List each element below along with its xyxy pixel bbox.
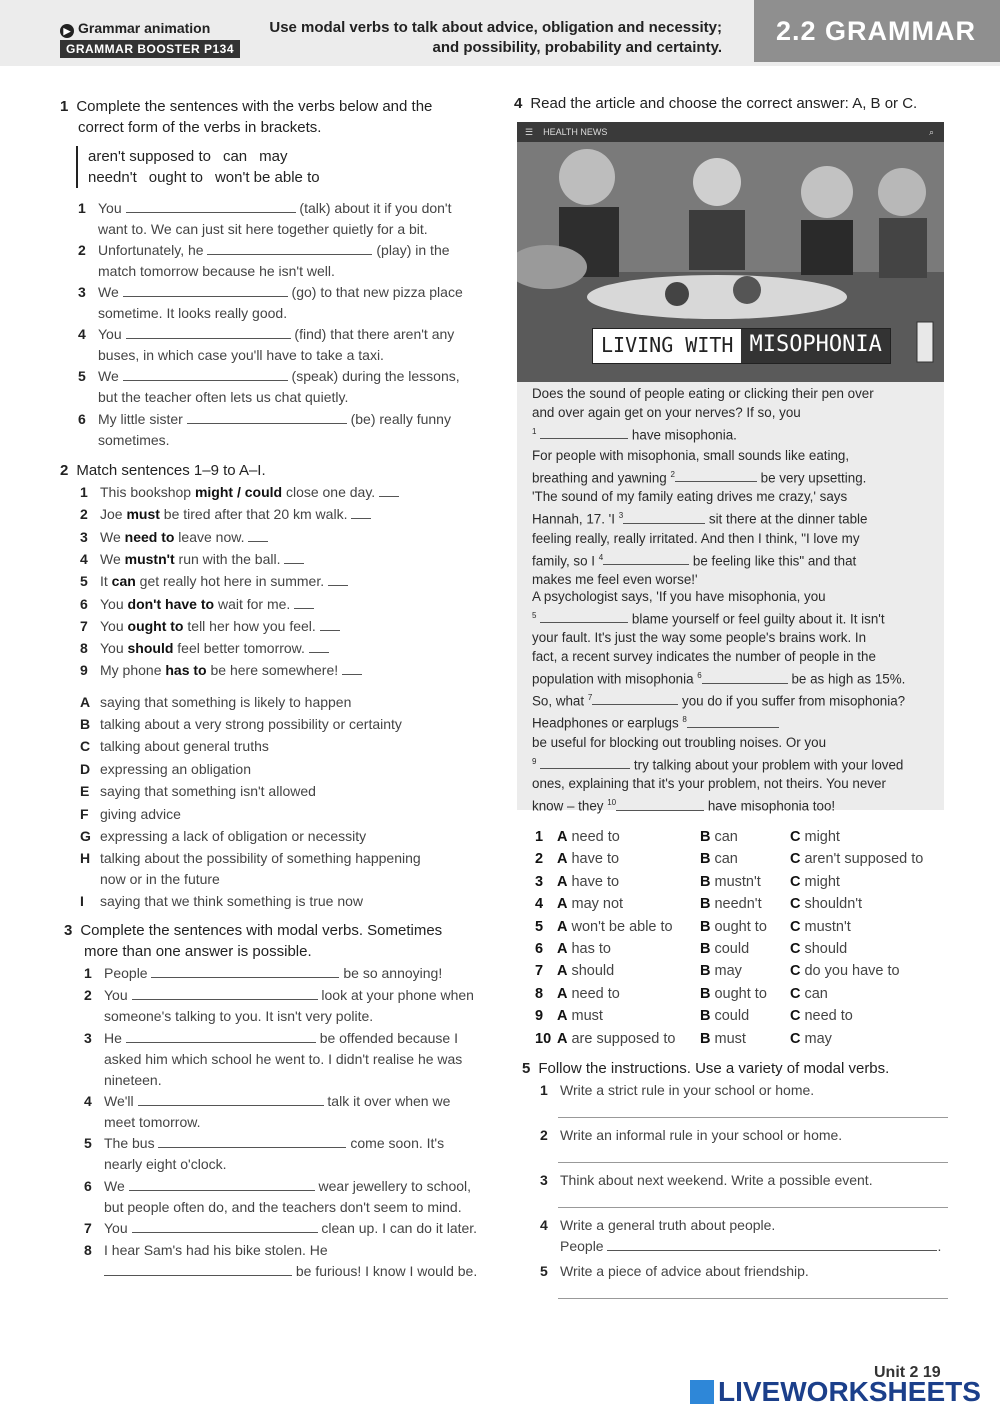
article-headline: LIVING WITH MISOPHONIA bbox=[592, 328, 891, 364]
answer-blank[interactable] bbox=[342, 660, 362, 675]
ex1-item: 5 We (speak) during the lessons, but the teacher often lets us chat quietly. bbox=[78, 368, 460, 405]
ex2-meaning: I saying that we think something is true now bbox=[80, 893, 364, 909]
ex5-item: 4 Write a general truth about people. People . bbox=[540, 1217, 942, 1254]
option-a[interactable]: A have to bbox=[557, 873, 620, 890]
ex1-title: 1 Complete the sentences with the verbs below and the correct form of the verbs in brackets. bbox=[60, 98, 433, 136]
option-c[interactable]: C might bbox=[790, 873, 840, 890]
option-a[interactable]: A should bbox=[557, 963, 615, 980]
option-b[interactable]: B ought to bbox=[700, 918, 767, 935]
option-number[interactable]: 6 bbox=[535, 941, 544, 957]
answer-blank[interactable] bbox=[351, 504, 371, 519]
ex5-item: 3 Think about next weekend. Write a possible event. bbox=[540, 1172, 873, 1188]
ex3-item: 5 The bus come soon. It's nearly eight o'clock. bbox=[84, 1135, 445, 1172]
ex2-sentence: 7 You ought to tell her how you feel. bbox=[80, 616, 340, 637]
gap-3[interactable] bbox=[623, 509, 705, 524]
answer-blank[interactable] bbox=[207, 240, 372, 255]
ex1-item: 2 Unfortunately, he (play) in the match tomorrow because he isn't well. bbox=[78, 242, 450, 279]
option-c[interactable]: C shouldn't bbox=[790, 896, 863, 913]
ex1-item: 3 We (go) to that new pizza place sometime. It looks really good. bbox=[78, 284, 463, 321]
ex2-sentence: 8 You should feel better tomorrow. bbox=[80, 638, 329, 659]
answer-blank[interactable] bbox=[126, 324, 291, 339]
option-number[interactable]: 5 bbox=[535, 918, 544, 935]
ex2-sentence: 3 We need to leave now. bbox=[80, 527, 268, 548]
gap-1[interactable] bbox=[540, 424, 628, 439]
ex5-item: 2 Write an informal rule in your school or home. bbox=[540, 1127, 843, 1143]
gap-8[interactable] bbox=[687, 713, 779, 728]
liveworksheets-logo[interactable]: LIVEWORKSHEETS bbox=[690, 1376, 981, 1408]
answer-blank[interactable] bbox=[132, 985, 318, 1000]
option-c[interactable]: C need to bbox=[790, 1008, 853, 1025]
option-c[interactable]: C should bbox=[790, 941, 848, 957]
ex3-title: 3 Complete the sentences with modal verbs. Sometimes more than one answer is possible. bbox=[64, 922, 443, 960]
option-a[interactable]: A need to bbox=[557, 829, 620, 845]
ex2-meaning: H talking about the possibility of something happening now or in the future bbox=[80, 850, 421, 887]
option-number[interactable]: 9 bbox=[535, 1008, 544, 1025]
ex2-sentence: 4 We mustn't run with the ball. bbox=[80, 549, 304, 570]
option-c[interactable]: C might bbox=[790, 829, 840, 845]
ex2-sentence: 2 Joe must be tired after that 20 km walk. bbox=[80, 504, 371, 525]
gap-5[interactable] bbox=[540, 608, 628, 623]
ex3-item: 2 You look at your phone when someone's talking to you. It isn't very polite. bbox=[84, 987, 474, 1024]
ex3-item: 8 I hear Sam's had his bike stolen. He be furious! I know I would be. bbox=[84, 1242, 478, 1279]
search-icon[interactable]: ⌕ bbox=[928, 127, 934, 137]
ex2-meaning: F giving advice bbox=[80, 806, 181, 822]
ex5-item: 1 Write a strict rule in your school or home. bbox=[540, 1082, 815, 1098]
ex2-title: 2 Match sentences 1–9 to A–I. bbox=[60, 462, 266, 479]
option-a[interactable]: A must bbox=[557, 1008, 603, 1025]
ex3-item: 1 People be so annoying! bbox=[84, 965, 443, 981]
section-tag: 2.2 GRAMMAR bbox=[754, 0, 1000, 62]
option-a[interactable]: A are supposed to bbox=[557, 1030, 676, 1047]
answer-blank[interactable] bbox=[328, 571, 348, 586]
answer-blank[interactable] bbox=[248, 527, 268, 542]
option-number[interactable]: 4 bbox=[535, 896, 544, 913]
gap-6[interactable] bbox=[702, 669, 788, 684]
ex2-meaning: G expressing a lack of obligation or necessity bbox=[80, 828, 367, 844]
answer-blank[interactable] bbox=[187, 409, 347, 424]
ex5-answer-line-2[interactable] bbox=[558, 1162, 948, 1163]
answer-blank[interactable] bbox=[126, 198, 296, 213]
ex1-item: 6 My little sister (be) really funny sometimes. bbox=[78, 411, 451, 448]
grammar-booster-label: GRAMMAR BOOSTER P134 bbox=[60, 40, 240, 58]
option-b[interactable]: B needn't bbox=[700, 896, 762, 913]
article-illustration bbox=[517, 122, 944, 382]
menu-icon[interactable]: ☰ bbox=[525, 127, 534, 137]
option-number[interactable]: 10 bbox=[535, 1030, 552, 1047]
ex2-sentence: 5 It can get really hot here in summer. bbox=[80, 571, 348, 592]
ex3-item: 4 We'll talk it over when we meet tomorrow. bbox=[84, 1093, 451, 1130]
ex3-item: 3 He be offended because I asked him which school he went to. I didn't realise he was nineteen. bbox=[84, 1030, 463, 1088]
option-b[interactable]: B could bbox=[700, 1008, 750, 1025]
answer-blank[interactable] bbox=[309, 638, 329, 653]
ex4-title: 4 Read the article and choose the correct answer: A, B or C. bbox=[514, 95, 918, 112]
ex2-sentence: 9 My phone has to be here somewhere! bbox=[80, 660, 362, 681]
play-icon: ▶ bbox=[60, 24, 74, 38]
ex2-sentence: 1 This bookshop might / could close one day. bbox=[80, 482, 399, 503]
ex5-answer-line-1[interactable] bbox=[558, 1117, 948, 1118]
answer-blank[interactable] bbox=[284, 549, 304, 564]
answer-blank[interactable] bbox=[123, 366, 288, 381]
gap-2[interactable] bbox=[675, 467, 757, 482]
ex2-meaning: D expressing an obligation bbox=[80, 761, 251, 777]
ex2-sentence: 6 You don't have to wait for me. bbox=[80, 594, 314, 615]
article-paragraph-3: A psychologist says, 'If you have misophonia, you $^5$ blame yourself or feel guilty about it. It isn't your fault. It's just the way some people's brains work. In fact, a recent survey indicates the number of people in the population with misophonia $^6$ be as high as 15%. bbox=[532, 589, 906, 687]
option-a[interactable]: A need to bbox=[557, 985, 620, 1002]
answer-blank[interactable] bbox=[151, 963, 339, 978]
ex5-answer-line-4[interactable] bbox=[607, 1236, 937, 1251]
answer-blank[interactable] bbox=[132, 1218, 318, 1233]
article-paragraph-2: For people with misophonia, small sounds like eating, breathing and yawning $^2$ be very upsetting. 'The sound of my family eating drives me crazy,' says Hannah, 17. 'I $^3$ sit there at the dinner table feeling really, really irritated. And then I think, "I love my family, so I $^4$ be feeling like this" and that makes me feel even worse!' bbox=[532, 448, 868, 588]
ex2-meaning: E saying that something isn't allowed bbox=[80, 783, 316, 799]
gap-10[interactable] bbox=[616, 796, 704, 811]
answer-blank[interactable] bbox=[123, 282, 288, 297]
ex2-meaning: B talking about a very strong possibility or certainty bbox=[80, 716, 402, 732]
option-number[interactable]: 3 bbox=[535, 873, 544, 890]
ex2-meaning: A saying that something is likely to happen bbox=[80, 694, 352, 710]
grammar-animation-link[interactable]: ▶ Grammar animation bbox=[60, 20, 210, 38]
ex1-item: 1 You (talk) about it if you don't want to. We can just sit here together quietly for a bit. bbox=[78, 200, 452, 237]
option-c[interactable]: C do you have to bbox=[790, 963, 900, 980]
ex5-item: 5 Write a piece of advice about friendship. bbox=[540, 1263, 809, 1279]
option-number[interactable]: 2 bbox=[535, 851, 544, 868]
answer-blank[interactable] bbox=[104, 1261, 292, 1276]
page-number: Unit 2 19 bbox=[874, 1364, 941, 1381]
option-number[interactable]: 8 bbox=[535, 985, 544, 1002]
answer-blank[interactable] bbox=[320, 616, 340, 631]
option-b[interactable]: B can bbox=[700, 829, 738, 845]
answer-blank[interactable] bbox=[294, 594, 314, 609]
answer-blank[interactable] bbox=[379, 482, 399, 497]
article-paragraph-4: So, what $^7$ you do if you suffer from misophonia? Headphones or earplugs $^8$ be useful for blocking out troubling noises. Or you $^9$ try talking about your problem with your loved ones, explaining that it's your problem, not theirs. You never know – they $^{10}$ have misophonia too! bbox=[532, 688, 937, 816]
article-paragraph-1: Does the sound of people eating or clicking their pen over and over again get on your nerves? If so, you $^1$ have misophonia. bbox=[532, 386, 874, 443]
option-b[interactable]: B can bbox=[700, 851, 738, 868]
option-c[interactable]: C aren't supposed to bbox=[790, 851, 924, 868]
option-b[interactable]: B mustn't bbox=[700, 873, 761, 890]
gap-9[interactable] bbox=[540, 754, 630, 769]
option-b[interactable]: B must bbox=[700, 1030, 746, 1047]
ex5-title: 5 Follow the instructions. Use a variety of modal verbs. bbox=[522, 1060, 890, 1077]
ex3-item: 6 We wear jewellery to school, but people often do, and the teachers don't seem to mind. bbox=[84, 1178, 472, 1215]
option-c[interactable]: C can bbox=[790, 985, 828, 1002]
option-a[interactable]: A has to bbox=[557, 941, 611, 957]
option-a[interactable]: A have to bbox=[557, 851, 620, 868]
logo-icon bbox=[690, 1380, 714, 1404]
ex2-meaning: C talking about general truths bbox=[80, 738, 269, 754]
gap-7[interactable] bbox=[592, 690, 678, 705]
ex1-item: 4 You (find) that there aren't any buses, in which case you'll have to take a taxi. bbox=[78, 326, 455, 363]
unit-intro: Use modal verbs to talk about advice, obligation and necessity; and possibility, probability and certainty. bbox=[269, 19, 722, 56]
option-b[interactable]: B may bbox=[700, 963, 742, 980]
option-c[interactable]: C mustn't bbox=[790, 918, 851, 935]
option-c[interactable]: C may bbox=[790, 1030, 832, 1047]
ex5-answer-line-3[interactable] bbox=[558, 1207, 948, 1208]
option-b[interactable]: B could bbox=[700, 941, 750, 957]
option-a[interactable]: A won't be able to bbox=[557, 918, 673, 935]
ex5-answer-line-5[interactable] bbox=[558, 1298, 948, 1299]
option-number[interactable]: 1 bbox=[535, 829, 544, 845]
gap-4[interactable] bbox=[603, 550, 689, 565]
answer-blank[interactable] bbox=[158, 1133, 346, 1148]
option-b[interactable]: B ought to bbox=[700, 985, 767, 1002]
answer-blank[interactable] bbox=[129, 1176, 315, 1191]
answer-blank[interactable] bbox=[138, 1091, 324, 1106]
option-number[interactable]: 7 bbox=[535, 963, 544, 980]
option-a[interactable]: A may not bbox=[557, 896, 624, 913]
article-top-bar: ☰ HEALTH NEWS ⌕ bbox=[517, 122, 944, 142]
answer-blank[interactable] bbox=[126, 1028, 316, 1043]
ex3-item: 7 You clean up. I can do it later. bbox=[84, 1220, 478, 1236]
word-bank: aren't supposed to can may needn't ought to won't be able to bbox=[76, 146, 332, 188]
